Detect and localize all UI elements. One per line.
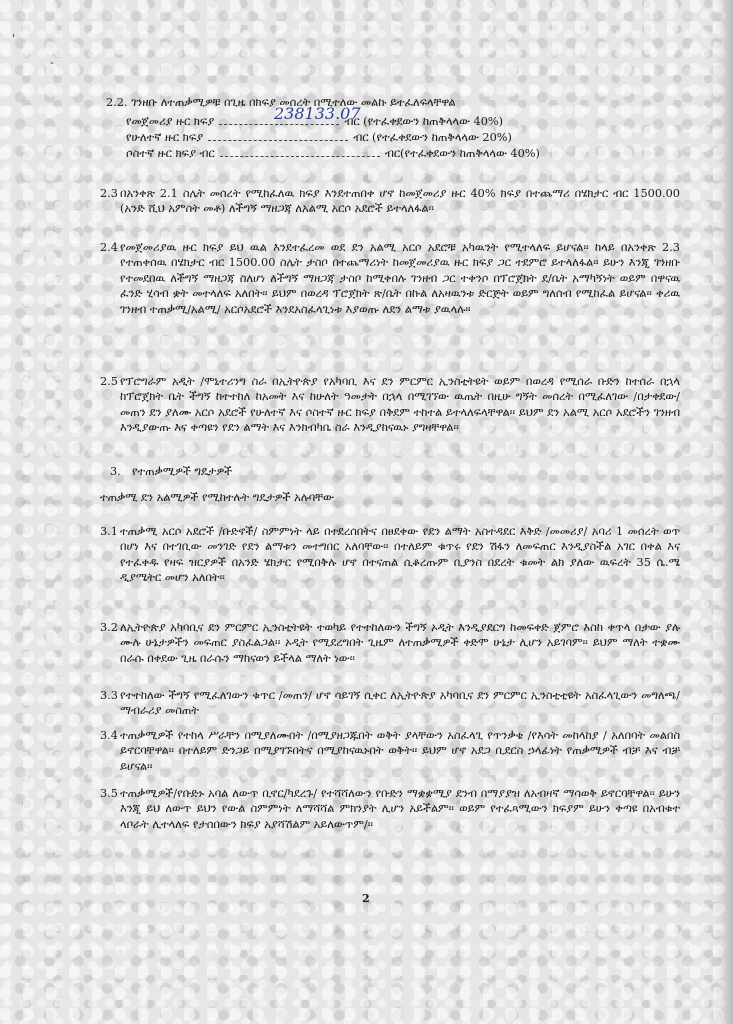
section-2-4 — [100, 240, 680, 317]
section-2-2 — [100, 95, 680, 161]
section-text: በአንቀጽ 2.1 ስሌት መሰረት የሚከፈለዉ ክፍያ እንደተጠበቀ ሆኖ ከመጀመሪያ ዙር 40% ክፍያ በተጨማሪ በሄክታር ብር 1500.00 (አንድ ሺህ አምስት መቶ) ለችግኝ ማዘጋጃ ለአልሚ አርሶ አደሮች ይተላለፋል፡፡ — [120, 187, 680, 216]
section-number: 2.4 — [100, 241, 118, 254]
section-number: 3.1 — [100, 525, 118, 538]
blank-line — [208, 131, 348, 141]
section-text: ተጠቃሚዎች/የቡድኑ አባል ለውጥ ቢኖር/ካደረጉ/ የተሻሻለውን የቡድን ማቋቋሚያ ደንብ በማያያዝ ለአብዛኛ ማሳወቅ ይኖርባቸዋል፡፡ ይሁን እንጂ ይህ ለውጥ ይህን የውል ስምምነት ለማሻሻል ምክንያት ሊሆን አይችልም፡፡ ወይም የተፈጻሚውን ክፍያም ይሁን ቀጣዩ በአብቁተ ላቦራት ሊተላለፍ የታሰበውን ክፍያ አያሻሽልም አይለውጥም/፡፡ — [120, 787, 680, 831]
payment-suffix: ብር(የተፈቀደውን ከጠቅላላው 40%) — [384, 147, 540, 161]
corner-mark: ' — [12, 32, 16, 45]
section-text: የመጀመሪያዉ ዙር ክፍያ ይህ ዉል እንደተፈረመ ወደ ደን አልሚ አርሶ አደሮቹ አካዉንት የሚተላለፍ ይሆናል፡፡ ከላይ በአንቀጽ 2.3 የተጠቀሰዉ በሄክታር ብር 1500.00 ስሌት ታስቦ በተጨማሪነት ከመጀመሪያዉ ዙር ክፍያ ጋር ተደምሮ ይተላለፋል፡፡ ይሁን እንጂ ገንዘቡ የተመደበዉ ለችግኝ ማዘጋጃ ስለሆነ ለችግኝ ማዘጋጃ ታስቦ ከሚቀበሉ ገንዘብ ጋር ተቀንሶ በፕሮጀክት ደ/ቤት አማካኝነት ወይም በዋናዉ ፈንድ ሂሳብ ቋት መተላለፍ አለበት፡፡ ይህም በወረዳ ፕሮጀክት ጽ/ቤት በኩል ለአዛዉንቱ ድርጅት ወይም ግለሰብ የሚከፈል ይሆናል፡፡ ቀሪዉ ገንዘብ ተጠቃሚ/አልሚ/ አርሶአደሮች እንደአስፈላጊነቱ እያወጡ ለደን ልማቱ ያዉላሉ፡፡ — [120, 241, 680, 316]
page-edge-shadow — [715, 0, 733, 1024]
section-number: 3.3 — [100, 689, 118, 702]
section-number: 3.5 — [100, 787, 118, 800]
section-number: 2.5 — [100, 375, 118, 388]
corner-mark: - — [50, 56, 54, 69]
section-3-2 — [100, 620, 680, 666]
handwritten-amount: 238133.07 — [274, 104, 361, 124]
section-text: ለኢትዮጵያ አካባቢና ደን ምርምር ኢንስቲትዩት ተወካይ የተተከለውን ችግኝ ኦዲት እንዲያደርግ ከመፍቀድ ጀምሮ እስከ ቀጥላ በታው ያሉ ሙሉ ሁኔታዎችን መፍጠር ያስፈልጋል፡፡ ኦዲት የሚደረግበት ጊዜም ለተጠቃሚዎች ቀድሞ ሁኔታ ሊሆን አይገባም፡፡ ይህም ማለት ተቋሙ በራሱ በቀደው ጊዜ በራሱን ማከናወን ይችላል ማለት ነው፡፡ — [120, 621, 680, 665]
payment-row — [126, 104, 680, 129]
section-text: ተጠቃሚዎች የተከላ ሥራቸን በሚያለሙበት /በሚያዘጋጁበት ወቅት ያላቸውን አስፈላጊ የጥንቃቄ /የእሳት መከላከያ / አለበባት መልበስ ይኖርባቸዋል፡፡ በተለይም ድንጋይ በሚያገኙበትና በሚያከናዉኑበት ወቅት፡፡ ይህም ሆኖ አደጋ ቢደርስ ኃላፊነት የጠቃሚዎች ብቻ እና ብቻ ይሆናል፡፡ — [120, 729, 680, 773]
section-text: የተተከለው ችግኝ የሚፈለገውን ቁጥር /መጠን/ ሆኖ ሳይገኝ ሲቀር ለኢትዮጵያ አካባቢና ደን ምርምር ኢንስቲቲዩት አስፈላጊውን መግለጫ/ማብራሪያ መስጠት — [120, 689, 680, 718]
page-number: 2 — [362, 892, 370, 905]
section-3-4 — [100, 728, 680, 774]
payment-row — [126, 142, 680, 161]
payment-label: የሁለተኛ ዙር ክፍያ — [126, 131, 204, 145]
section-title: የተጠቃሚዎች ግዴታዎች — [132, 465, 233, 478]
payment-suffix: ብር (የተፈቀደውን ከጠቅላላው 40%) — [344, 115, 504, 129]
section-3-heading — [100, 464, 680, 479]
obligations-intro — [100, 490, 680, 505]
section-number: 3. — [110, 465, 121, 478]
section-number: 3.4 — [100, 729, 118, 742]
section-number: 2.3 — [100, 187, 118, 200]
section-3-3 — [100, 688, 680, 719]
payment-suffix: ብር (የተፈቀደውን ከጠቅላላው 20%) — [353, 131, 512, 145]
payment-label: የመጀመሪያ ዙር ክፍያ — [126, 115, 215, 129]
payment-label: ሶስተኛ ዙር ክፍያ ብር — [126, 147, 215, 161]
intro-text: ተጠቃሚ ደን አልሚዎች የሚከተሉት ግዴታዎች አሉባቸው — [100, 491, 334, 504]
section-text: ተጠቃሚ አርሶ አደሮች /ቡድኖች/ ስምምነት ላይ በተደረሰበትና በፀደቀው የደን ልማት አስተዳደር እቅድ /መመሪያ/ አባሪ 1 መሰረት ወጥ በሆነ እና በተገቢው መንገድ የደን ልማቱን መተግበር አለባቸው፡፡ በተለይም ቁጥሩ የደን ሽፋን ለመፍጠር እንዲያስችል አገር በቀል እና የተፈቀዱ የዛፍ ዝርያዎች በአንድ ሄክታር የሚበቅሉ ሆኖ በተናጠል ሲቆረጡም ቢያንስ በደረት ቁመት ልክ ያለው ዉፍረት 35 ሴ.ሜ ዲያሜትር መሆን አለበት፡፡ — [120, 525, 680, 585]
payment-row — [126, 126, 680, 145]
section-3-5 — [100, 786, 680, 832]
section-heading: 2.2. ገንዘቡ ለተጠቃሚዎቹ በጊዜ በክፍያ መሰረት በሚተለው መልኩ ይተፈለፍላቸዋል — [106, 96, 456, 109]
section-number: 3.2 — [100, 621, 118, 634]
section-text: የፕሮግራም አዲት /ሞኒተሪንግ ስራ በኢትዮጵያ የአካባቢ እና ደን ምርምር ኢንስቲትዩት ወይም በወረዳ የሚሰራ ቡድን ከተሰራ በኋላ ከፕሮጀክት ቤት ችግኝ ከተተከለ ከአመት እና ከሁለት ዓመታት በኋላ በሚገኘው ዉጤት በዚሁ ግኝት መሰረት በሚፈለገው /በታቀደው/ መጠን ደን ያለሙ አርሶ አደሮች የሁለተኛ እና ሶስተኛ ዙር ክፍያ በቅደም ተከተል ይተላለፍላቸዋል፡፡ ይህም ደን አልሚ አርሶ አደሮችን ገንዘብ እንዲያውጡ እና ቀጣዩን የደን ልማት እና እንክብካቤ ስራ እንዲያከናዉኑ ያግዛቸዋል፡፡ — [120, 375, 680, 435]
blank-line — [220, 147, 380, 157]
section-3-1 — [100, 524, 680, 586]
section-2-3 — [100, 186, 680, 217]
section-2-5 — [100, 374, 680, 436]
